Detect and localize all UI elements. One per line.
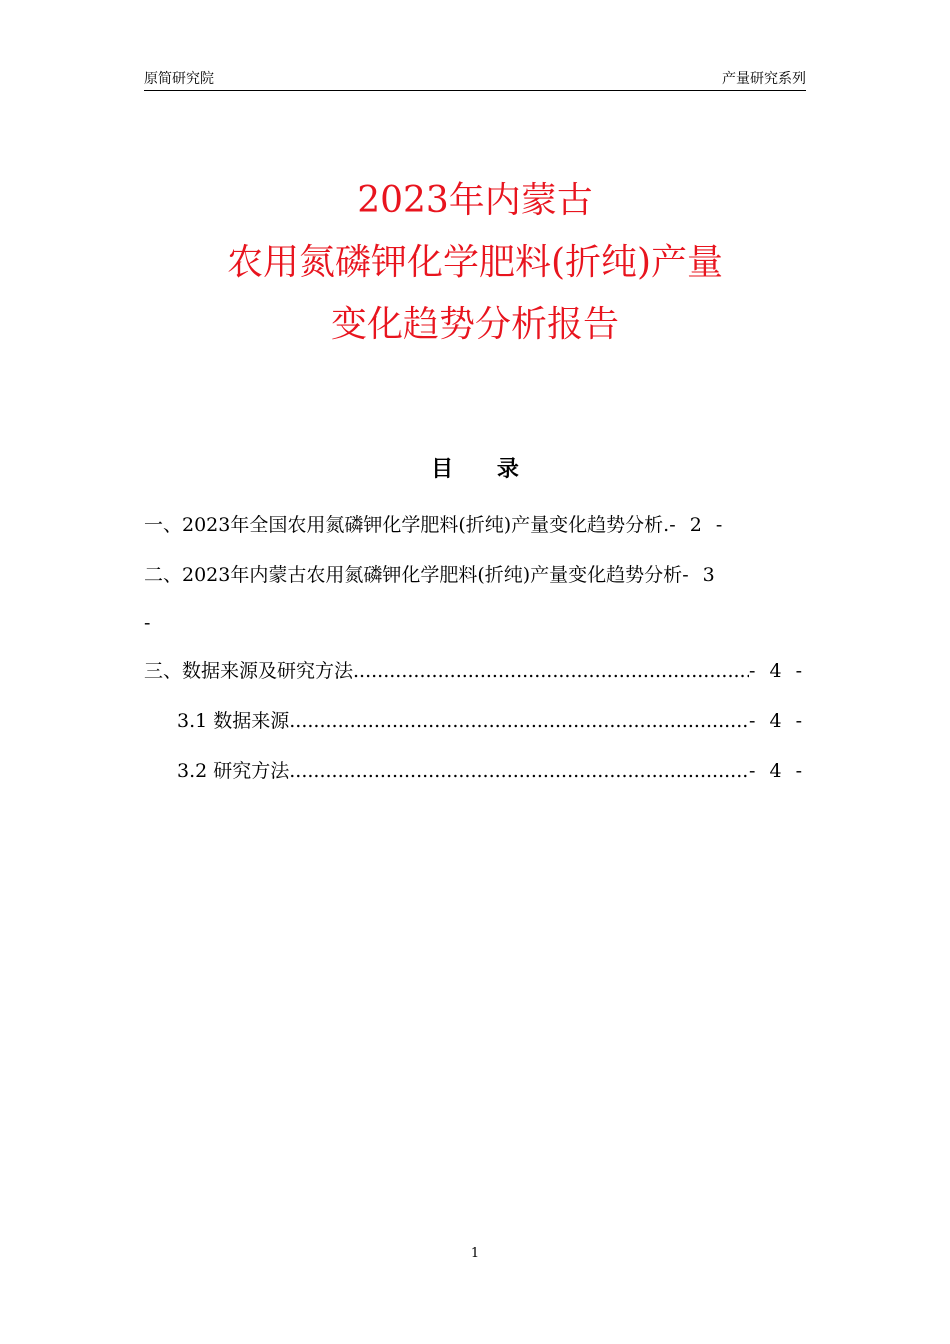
toc-entry-2-continuation: -	[144, 612, 151, 634]
page-number: 1	[470, 1246, 480, 1261]
header-organization: 原简研究院	[144, 71, 214, 87]
title-line-2: 农用氮磷钾化学肥料(折纯)产量	[226, 242, 724, 283]
toc-entry-3-1[interactable]	[144, 696, 806, 746]
toc-entry-2[interactable]	[144, 550, 806, 600]
toc-entry-label: 3.2 研究方法	[177, 760, 290, 782]
toc-entry-3[interactable]	[144, 646, 806, 696]
toc-heading: 目 录	[431, 457, 537, 482]
toc-entry-page: - 4 -	[748, 760, 806, 782]
toc-leader-dots	[289, 696, 749, 746]
toc-entry-label: 二、2023年内蒙古农用氮磷钾化学肥料(折纯)产量变化趋势分析	[144, 564, 683, 586]
toc-entry-page: - 4 -	[748, 710, 806, 732]
toc-entry-page: - 4 -	[748, 660, 806, 682]
toc-entry-label: 3.1 数据来源	[177, 710, 290, 732]
header-series: 产量研究系列	[722, 71, 806, 87]
document-title	[0, 170, 950, 356]
title-line-1: 2023年内蒙古	[357, 180, 593, 221]
toc-leader-dots	[289, 746, 749, 796]
toc-entry-page: - 2 -	[669, 514, 727, 536]
title-line-3: 变化趋势分析报告	[330, 304, 619, 345]
toc-entry-page: - 3	[682, 564, 719, 586]
toc-entry-3-2[interactable]	[144, 746, 806, 796]
page-header	[144, 66, 806, 91]
toc-leader-dots	[353, 646, 749, 696]
toc-entry-label: 三、数据来源及研究方法	[144, 660, 354, 682]
toc-entry-label: 一、2023年全国农用氮磷钾化学肥料(折纯)产量变化趋势分析.	[144, 514, 670, 536]
table-of-contents	[144, 500, 806, 796]
toc-entry-1[interactable]	[144, 500, 806, 550]
